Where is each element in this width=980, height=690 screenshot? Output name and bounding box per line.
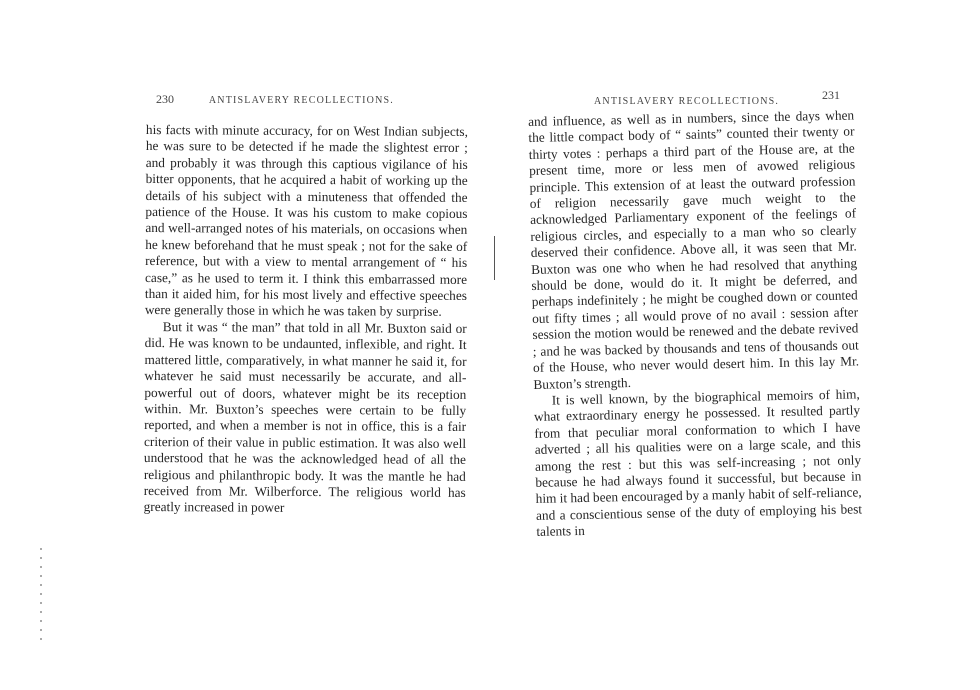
left-page-header [156,92,394,107]
right-page-header [594,96,779,107]
left-page-number: 230 [156,92,174,106]
left-paragraph-1: his facts with minute accuracy, for on West Indian subjects, he was sure to be detected if he made the slightest error ; and probably it was through this captious vigilance of his bitter opponents, that he acquired a habit of working up the details of his subject with a minuteness that offended the patience of the House. It was his custom to make copious and well-arranged notes of his materials, on occasions when he knew beforehand that he must speak ; not for the sake of reference, but with a view to mental arrangement of “ his case,” as he used to term it. I think this embarrassed more than it aided him, for his most lively and effective speeches were generally those in which he was taken by surprise. [144,122,468,320]
right-body-text [528,107,862,540]
left-body-text [144,122,468,518]
left-paragraph-2: But it was “ the man” that told in all Mr. Buxton said or did. He was known to be undaunted, inflexible, and right. It mattered little, comparatively, in what manner he said it, for whatever he said must necessarily be accurate, and all-powerful out of doors, whatever might be its reception within. Mr. Buxton’s speeches were certain to be fully reported, and when a member is not in office, this is a fair criterion of their value in public estimation. It was also well understood that he was the acknowledged head of all the religious and philanthropic body. It was the mantle he had received from Mr. Wilberforce. The religious world has greatly increased in power [143,318,467,516]
right-paragraph-1: and influence, as well as in numbers, since the days when the little compact body of “ saints” counted their twenty or thirty votes : perhaps a third part of the House are, at the present time, more or less men of avowed religious principle. This extension of at least the outward profession of religion necessarily gave much weight to the acknowledged Parliamentary exponent of the feelings of religious circles, and especially to a man who so clearly deserved their confidence. Above all, it was seen that Mr. Buxton was one who when he had resolved that anything should be done, would do it. It might be deferred, and perhaps indefinitely ; he might be coughed down or counted out fifty times ; all would prove of no avail : session after session the motion would be renewed and the debate revived ; and he was backed by thousands and tens of thousands out of the House, who never would desert him. In this lay Mr. Buxton’s strength. [528,107,860,392]
right-page-number-wrap [822,88,840,103]
left-running-head: ANTISLAVERY RECOLLECTIONS. [208,95,394,106]
right-running-head: ANTISLAVERY RECOLLECTIONS. [594,96,780,107]
scan-speck [40,548,42,640]
right-page-number: 231 [822,88,840,102]
right-paragraph-2: It is well known, by the biographical memoirs of him, what extraordinary energy he possessed. It resulted partly from that peculiar moral conformation to which I have adverted ; all his qualities were on a large scale, and this among the rest : but this was self-increasing ; not only because he had always found it successful, but because in him it had been encouraged by a manly habit of self-reliance, and a conscientious sense of the duty of employing his best talents in [533,386,863,540]
